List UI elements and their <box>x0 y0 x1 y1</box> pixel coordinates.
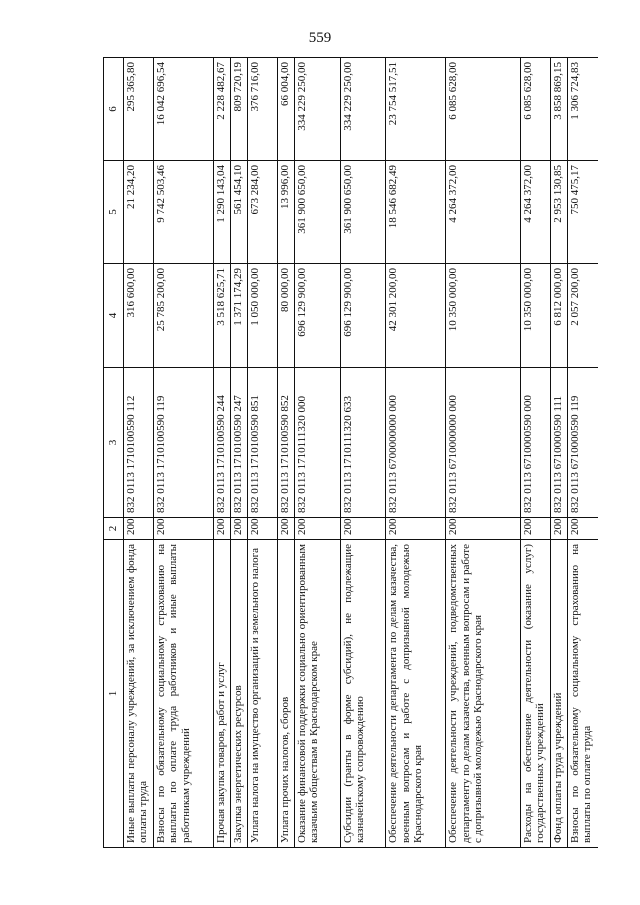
row-kbk: 832 0113 1710111320 633 <box>340 368 386 518</box>
row-value-6: 6 085 628,00 <box>520 58 551 161</box>
row-value-4: 42 301 200,00 <box>386 264 446 368</box>
row-code: 200 <box>567 518 598 540</box>
row-code: 200 <box>154 518 214 540</box>
row-name: Уплата прочих налогов, сборов <box>278 540 295 848</box>
row-value-5: 561 454,10 <box>230 161 247 264</box>
row-value-5: 4 264 372,00 <box>446 161 520 264</box>
header-cell: 1 <box>104 540 124 848</box>
row-code: 200 <box>340 518 386 540</box>
table-row <box>340 58 386 848</box>
row-code: 200 <box>278 518 295 540</box>
row-name: Закупка энергетических ресурсов <box>230 540 247 848</box>
header-cell: 6 <box>104 58 124 161</box>
row-value-4: 6 812 000,00 <box>551 264 568 368</box>
row-name: Оказание финансовой поддержки социально ориентированным казачьим обществам в Краснодарском крае <box>294 540 340 848</box>
table-row <box>247 58 278 848</box>
row-code: 200 <box>294 518 340 540</box>
row-value-4: 696 129 900,00 <box>294 264 340 368</box>
row-value-6: 2 228 482,67 <box>214 58 231 161</box>
row-code: 200 <box>247 518 278 540</box>
header-cell: 3 <box>104 368 124 518</box>
header-cell: 2 <box>104 518 124 540</box>
row-value-4: 25 785 200,00 <box>154 264 214 368</box>
row-kbk: 832 0113 6710000000 000 <box>446 368 520 518</box>
row-code: 200 <box>551 518 568 540</box>
header-cell: 5 <box>104 161 124 264</box>
page-number: 559 <box>308 30 332 46</box>
row-kbk: 832 0113 1710100590 851 <box>247 368 278 518</box>
table-row <box>446 58 520 848</box>
row-name: Уплата налога на имущество организаций и земельного налога <box>247 540 278 848</box>
row-value-5: 13 996,00 <box>278 161 295 264</box>
row-value-6: 6 085 628,00 <box>446 58 520 161</box>
row-name: Обеспечение деятельности учреждений, подведомственных департаменту по делам казачества, военным вопросам и работе с допризывной молодежью Краснодарского края <box>446 540 520 848</box>
row-value-4: 1 050 000,00 <box>247 264 278 368</box>
row-code: 200 <box>520 518 551 540</box>
table-row <box>123 58 154 848</box>
row-code: 200 <box>446 518 520 540</box>
row-name: Обеспечение деятельности департамента по делам казачества, военным вопросам и работе с допризывной молодежью Краснодарского края <box>386 540 446 848</box>
row-code: 200 <box>230 518 247 540</box>
row-value-6: 334 229 250,00 <box>294 58 340 161</box>
row-value-4: 316 600,00 <box>123 264 154 368</box>
row-value-5: 4 264 372,00 <box>520 161 551 264</box>
row-value-5: 9 742 503,46 <box>154 161 214 264</box>
rotated-table-container <box>103 58 598 848</box>
row-value-4: 1 371 174,29 <box>230 264 247 368</box>
row-value-4: 2 057 200,00 <box>567 264 598 368</box>
table-row <box>294 58 340 848</box>
row-value-5: 750 475,17 <box>567 161 598 264</box>
row-kbk: 832 0113 6710000590 119 <box>567 368 598 518</box>
row-kbk: 832 0113 1710100590 244 <box>214 368 231 518</box>
row-kbk: 832 0113 1710100590 119 <box>154 368 214 518</box>
row-code: 200 <box>386 518 446 540</box>
table-row <box>567 58 598 848</box>
row-value-6: 295 365,80 <box>123 58 154 161</box>
row-name: Фонд оплаты труда учреждений <box>551 540 568 848</box>
row-name: Прочая закупка товаров, работ и услуг <box>214 540 231 848</box>
row-name: Взносы по обязательному социальному страхованию на выплаты по оплате труда работников и иные выплаты работникам учреждений <box>154 540 214 848</box>
table-row <box>230 58 247 848</box>
row-value-4: 10 350 000,00 <box>446 264 520 368</box>
row-value-6: 809 720,19 <box>230 58 247 161</box>
row-kbk: 832 0113 1710100590 112 <box>123 368 154 518</box>
row-value-6: 334 229 250,00 <box>340 58 386 161</box>
row-value-6: 66 004,00 <box>278 58 295 161</box>
row-value-4: 3 518 625,71 <box>214 264 231 368</box>
row-kbk: 832 0113 1710111320 000 <box>294 368 340 518</box>
row-kbk: 832 0113 6710000590 111 <box>551 368 568 518</box>
row-name: Иные выплаты персоналу учреждений, за исключением фонда оплаты труда <box>123 540 154 848</box>
row-code: 200 <box>123 518 154 540</box>
row-value-5: 673 284,00 <box>247 161 278 264</box>
row-value-5: 361 900 650,00 <box>340 161 386 264</box>
row-name: Расходы на обеспечение деятельности (оказание услуг) государственных учреждений <box>520 540 551 848</box>
row-value-5: 18 546 682,49 <box>386 161 446 264</box>
row-value-6: 23 754 517,51 <box>386 58 446 161</box>
budget-table <box>103 57 598 848</box>
row-name: Субсидии (гранты в форме субсидий), не подлежащие казначейскому сопровождению <box>340 540 386 848</box>
row-kbk: 832 0113 1710100590 247 <box>230 368 247 518</box>
row-value-6: 3 858 869,15 <box>551 58 568 161</box>
row-kbk: 832 0113 6700000000 000 <box>386 368 446 518</box>
row-kbk: 832 0113 6710000590 000 <box>520 368 551 518</box>
row-value-4: 696 129 900,00 <box>340 264 386 368</box>
row-value-5: 21 234,20 <box>123 161 154 264</box>
row-kbk: 832 0113 1710100590 852 <box>278 368 295 518</box>
row-value-4: 80 000,00 <box>278 264 295 368</box>
row-value-4: 10 350 000,00 <box>520 264 551 368</box>
row-name: Взносы по обязательному социальному страхованию на выплаты по оплате труда <box>567 540 598 848</box>
table-row <box>154 58 214 848</box>
row-value-6: 376 716,00 <box>247 58 278 161</box>
header-cell: 4 <box>104 264 124 368</box>
table-row <box>278 58 295 848</box>
header-row <box>104 58 124 848</box>
table-row <box>386 58 446 848</box>
row-value-5: 1 290 143,04 <box>214 161 231 264</box>
table-row <box>214 58 231 848</box>
row-code: 200 <box>214 518 231 540</box>
row-value-6: 1 306 724,83 <box>567 58 598 161</box>
row-value-5: 2 953 130,85 <box>551 161 568 264</box>
table-row <box>551 58 568 848</box>
table-row <box>520 58 551 848</box>
row-value-6: 16 042 696,54 <box>154 58 214 161</box>
row-value-5: 361 900 650,00 <box>294 161 340 264</box>
